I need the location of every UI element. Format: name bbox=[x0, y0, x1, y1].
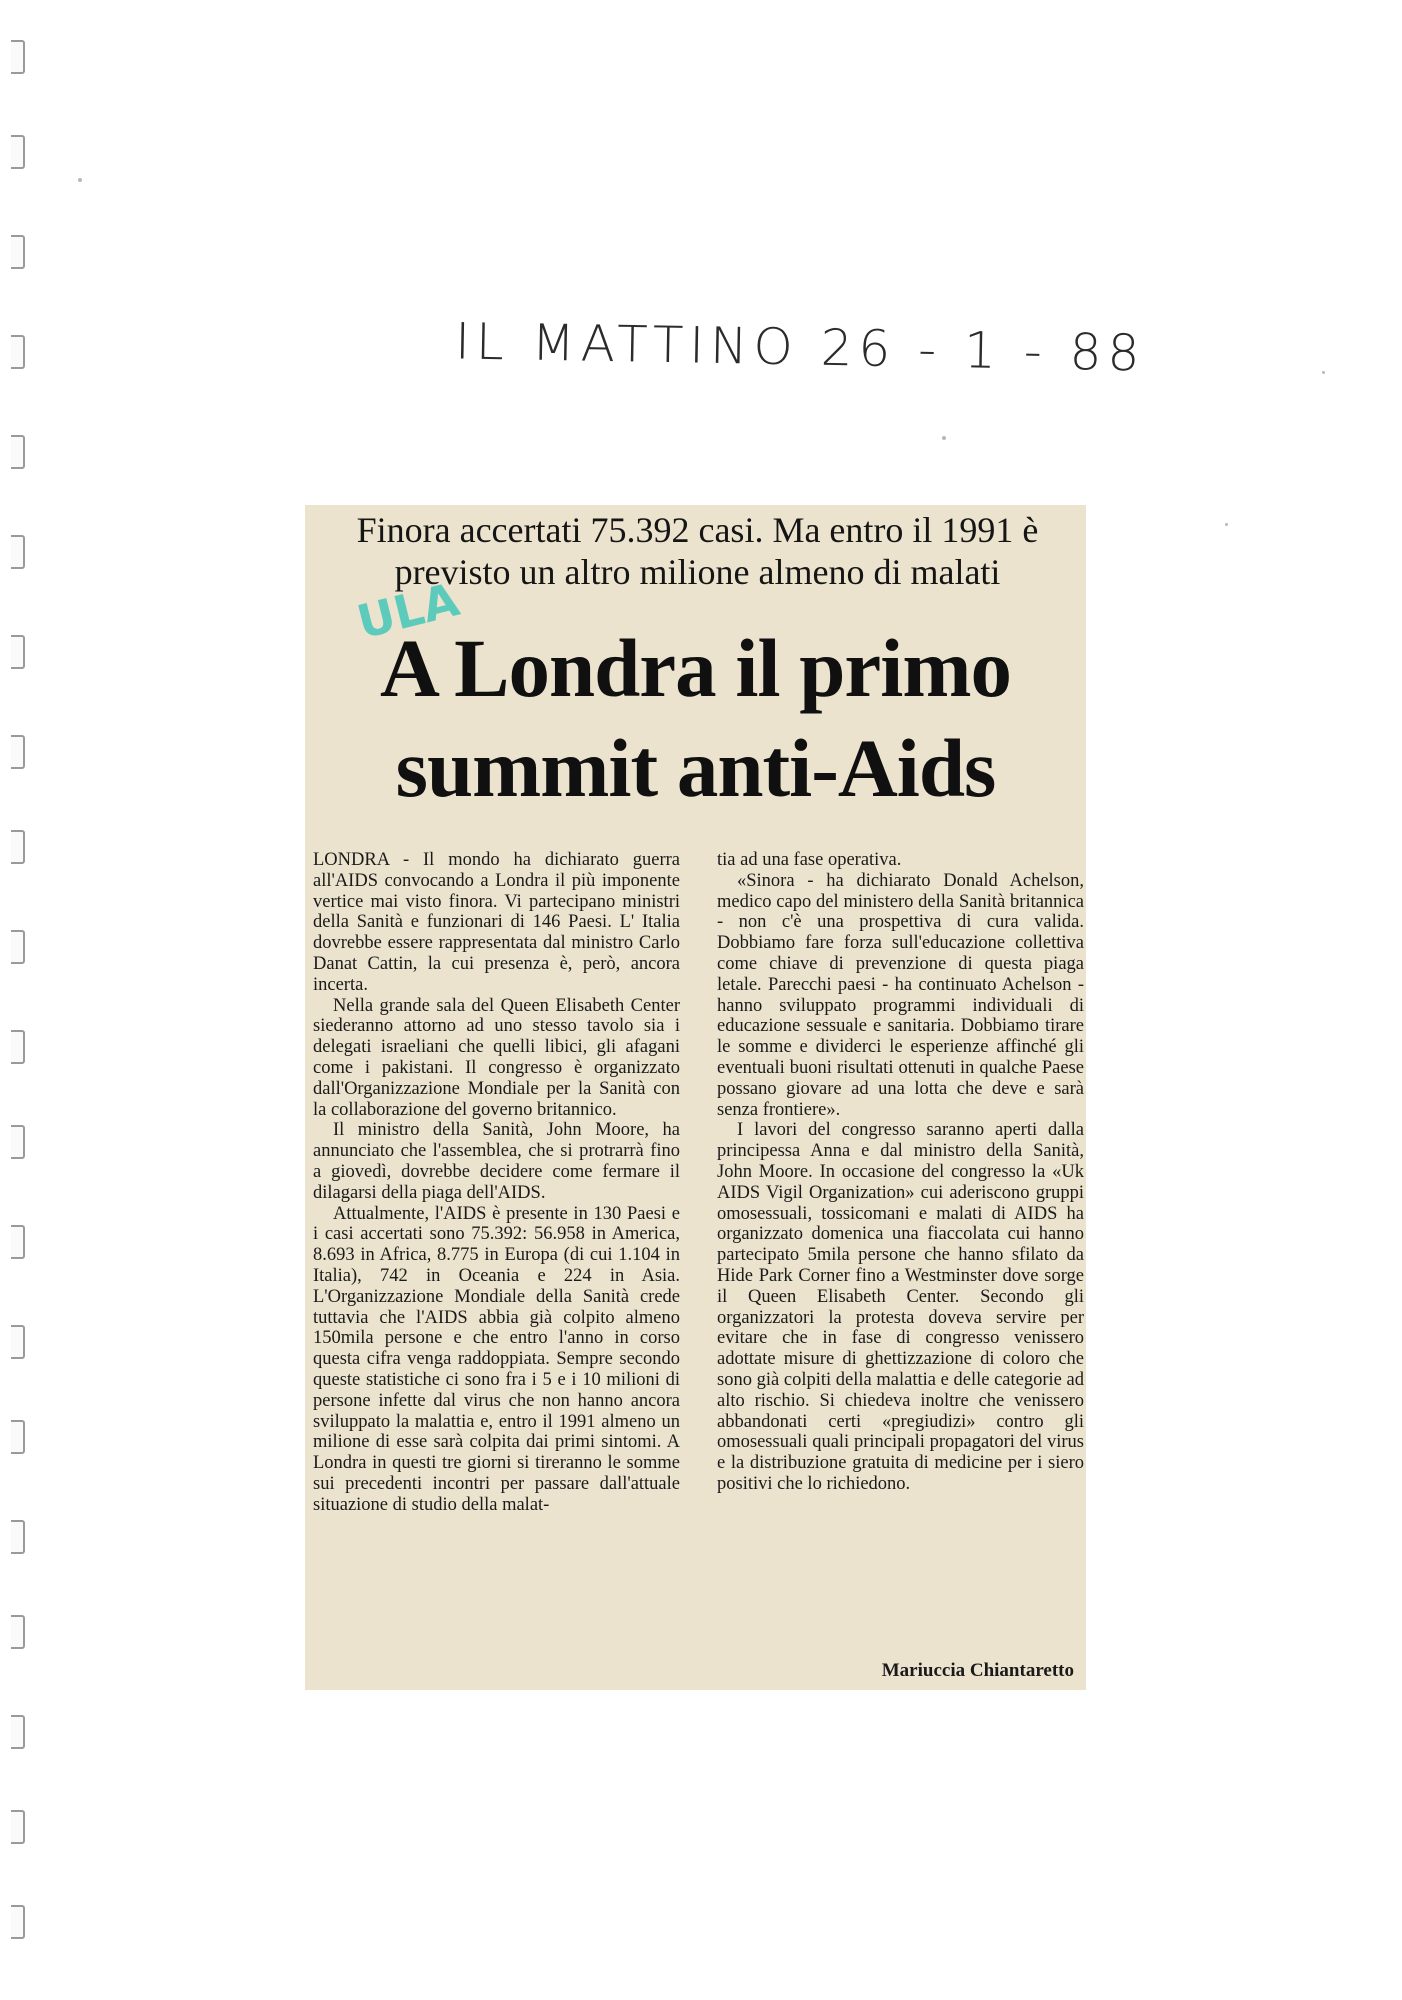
binder-holes bbox=[0, 0, 40, 2000]
paragraph: Il ministro della Sanità, John Moore, ha annunciato che l'assemblea, che si protrarrà fino a giovedì, dovrebbe decidere come fermare il dilagarsi della piaga dell'AIDS. bbox=[313, 1120, 680, 1203]
scan-speck bbox=[1322, 371, 1325, 374]
handwritten-annotation: IL MATTINO 26 - 1 - 88 bbox=[454, 312, 1146, 383]
paragraph: LONDRA - Il mondo ha dichiarato guerra all'AIDS convocando a Londra il più imponente vertice mai visto finora. Vi partecipano ministri della Sanità e funzionari di 146 Paesi. L' Italia dovrebbe essere rappresentata dal ministro Carlo Danat Cattin, la cui presenza è, però, ancora incerta. bbox=[313, 850, 680, 995]
binder-hole bbox=[11, 930, 25, 964]
binder-hole bbox=[11, 1520, 25, 1554]
binder-hole bbox=[11, 1225, 25, 1259]
binder-hole bbox=[11, 435, 25, 469]
binder-hole bbox=[11, 1030, 25, 1064]
scan-speck bbox=[1225, 523, 1228, 526]
binder-hole bbox=[11, 1125, 25, 1159]
binder-hole bbox=[11, 135, 25, 169]
paragraph: Nella grande sala del Queen Elisabeth Center siederanno attorno ad uno stesso tavolo sia i delegati israeliani che quelli libici, gli afagani come i pakistani. Il congresso è organizzato dall'Organizzazione Mondiale per la Sanità con la collaborazione del governo britannico. bbox=[313, 995, 680, 1120]
binder-hole bbox=[11, 735, 25, 769]
paragraph: I lavori del congresso saranno aperti dalla principessa Anna e dal ministro della Sanità, John Moore. In occasione del congresso la «Uk AIDS Vigil Organization» cui aderiscono gruppi omosessuali, tossicomani e malati di AIDS ha organizzato domenica una fiaccolata cui hanno partecipato 5mila persone che hanno sfilato da Hide Park Corner fino a Westminster dove sorge il Queen Elisabeth Center. Secondo gli organizzatori la protesta doveva servire per evitare che in fase di congresso venissero adottate misure di ghettizzazione di coloro che sono già colpiti della malattia e delle categorie ad alto rischio. Si chiedeva inoltre che venissero abbandonati certi «pregiudizi» contro gli omosessuali quali principali propagatori del virus e la distribuzione gratuita di medicine per i siero positivi che lo richiedono. bbox=[717, 1120, 1084, 1494]
binder-hole bbox=[11, 1905, 25, 1939]
article-column-1 bbox=[313, 850, 680, 1516]
binder-hole bbox=[11, 1325, 25, 1359]
binder-hole bbox=[11, 1420, 25, 1454]
binder-hole bbox=[11, 1615, 25, 1649]
article-column-2 bbox=[717, 850, 1084, 1495]
binder-hole bbox=[11, 830, 25, 864]
binder-hole bbox=[11, 535, 25, 569]
binder-hole bbox=[11, 1715, 25, 1749]
binder-hole bbox=[11, 1810, 25, 1844]
binder-hole bbox=[11, 40, 25, 74]
paragraph: tia ad una fase operativa. bbox=[717, 850, 902, 870]
newspaper-clipping bbox=[305, 505, 1086, 1690]
article-headline: A Londra il primo summit anti-Aids bbox=[380, 622, 1011, 814]
article-byline: Mariuccia Chiantaretto bbox=[881, 1660, 1074, 1681]
stamp-mark: ULA bbox=[351, 572, 465, 650]
scan-speck bbox=[942, 436, 946, 440]
paragraph: Attualmente, l'AIDS è presente in 130 Paesi e i casi accertati sono 75.392: 56.958 in America, 8.693 in Africa, 8.775 in Europa (di cui 1.104 in Italia), 742 in Oceania e 224 in Asia. L'Organizzazione Mondiale della Sanità crede tuttavia che l'AIDS abbia già colpito almeno 150mila persone e che entro l'anno in corso questa cifra venga raddoppiata. Sempre secondo queste statistiche ci sono fra i 5 e i 10 milioni di persone infette dal virus che non hanno ancora sviluppato la malattia e, entro il 1991 almeno un milione di esse sarà colpita dai primi sintomi. A Londra in questi tre giorni si tireranno le somme sui precedenti incontri per passare dall'attuale situazione di studio della malat- bbox=[313, 1203, 680, 1515]
paragraph: «Sinora - ha dichiarato Donald Achelson, medico capo del ministero della Sanità britannica - non c'è una prospettiva di cura valida. Dobbiamo fare forza sull'educazione collettiva come chiave di prevenzione di questa piaga letale. Parecchi paesi - ha continuato Achelson - hanno sviluppato programmi individuali di educazione sessuale e sanitaria. Dobbiamo tirare le somme e dividerci le esperienze affinché gli eventuali buoni risultati ottenuti in qualche Paese possano giovare ad una lotta che deve e sarà senza frontiere». bbox=[717, 870, 1084, 1120]
binder-hole bbox=[11, 635, 25, 669]
article-subhead: Finora accertati 75.392 casi. Ma entro il 1991 è previsto un altro milione almeno di malati bbox=[356, 510, 1039, 592]
scan-speck bbox=[78, 178, 82, 182]
binder-hole bbox=[11, 235, 25, 269]
binder-hole bbox=[11, 335, 25, 369]
